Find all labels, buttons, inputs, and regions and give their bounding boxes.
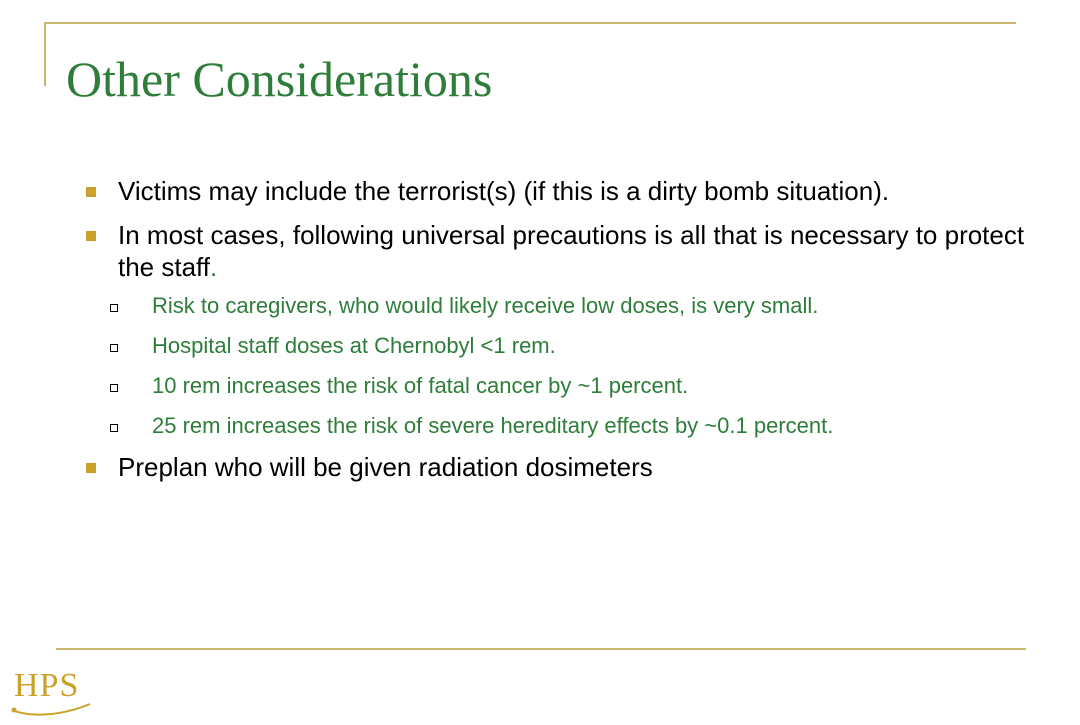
slide-title: Other Considerations — [66, 51, 493, 107]
hps-logo-icon — [6, 660, 96, 720]
bullet-item — [82, 175, 1032, 207]
square-bullet-icon — [86, 231, 96, 241]
checkbox-bullet-icon — [110, 384, 118, 392]
hps-logo — [6, 660, 96, 720]
frame-bottom-line — [56, 648, 1026, 650]
bullet-text: Victims may include the terrorist(s) (if this is a dirty bomb situation). — [118, 176, 890, 206]
logo-text: HPS — [14, 667, 80, 704]
sub-bullet-text: 10 rem increases the risk of fatal cancer by ~1 percent. — [152, 373, 689, 398]
sub-bullet-text: Hospital staff doses at Chernobyl <1 rem. — [152, 333, 556, 358]
sub-bullet-text: 25 rem increases the risk of severe hereditary effects by ~0.1 percent. — [152, 413, 834, 438]
bullet-text: In most cases, following universal precautions is all that is necessary to protect the staff — [118, 220, 1025, 282]
sub-bullet-item — [82, 371, 1032, 401]
checkbox-bullet-icon — [110, 304, 118, 312]
checkbox-bullet-icon — [110, 424, 118, 432]
sub-bullet-item — [82, 411, 1032, 441]
bullet-item — [82, 219, 1032, 283]
frame-top-line — [44, 22, 1016, 24]
sub-bullet-text: Risk to caregivers, who would likely receive low doses, is very small. — [152, 293, 819, 318]
checkbox-bullet-icon — [110, 344, 118, 352]
sub-bullet-item — [82, 291, 1032, 321]
bullet-item — [82, 451, 1032, 483]
bullet-list — [82, 175, 1032, 495]
sub-bullet-item — [82, 331, 1032, 361]
frame-left-line — [44, 22, 46, 86]
square-bullet-icon — [86, 463, 96, 473]
square-bullet-icon — [86, 187, 96, 197]
bullet-text: Preplan who will be given radiation dosimeters — [118, 452, 653, 482]
bullet-text-suffix: . — [210, 252, 218, 282]
